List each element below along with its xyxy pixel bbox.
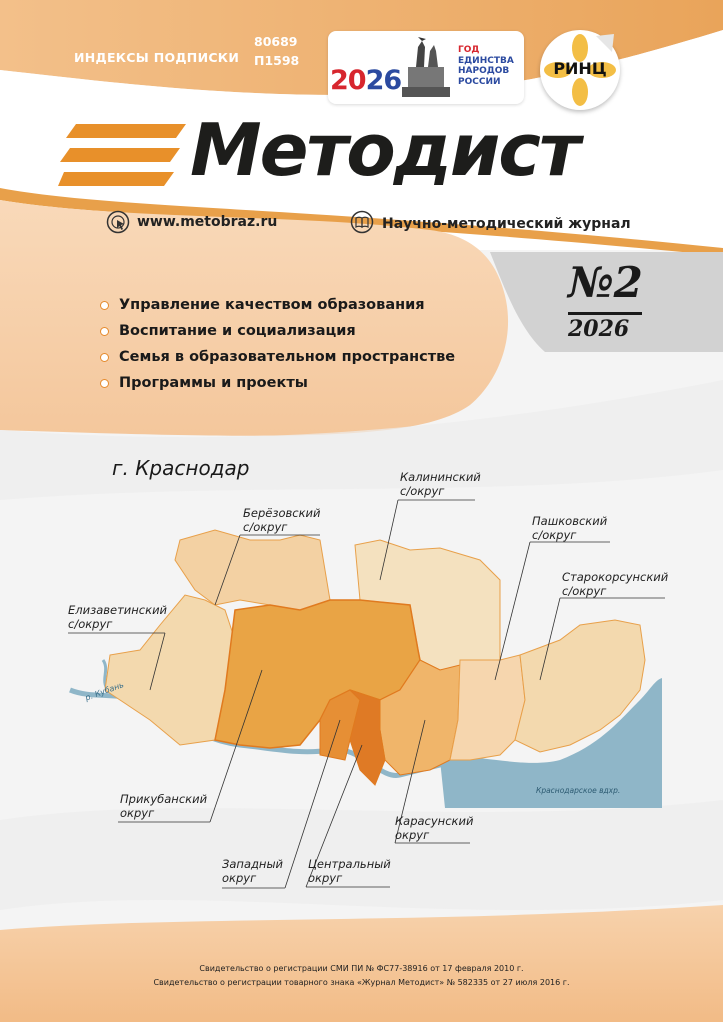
label-zapadny: Западный округ bbox=[222, 857, 284, 885]
registration-line-1: Свидетельство о регистрации СМИ ПИ № ФС77-38916 от 17 февраля 2010 г. bbox=[199, 964, 524, 973]
district-pashkovsky bbox=[450, 655, 525, 760]
label-centralny: Центральный округ bbox=[308, 857, 391, 885]
label-karasunsky: Карасунский округ bbox=[395, 814, 474, 842]
subscription-index-1: 80689 bbox=[254, 34, 298, 49]
registration-line-2: Свидетельство о регистрации товарного знака «Журнал Методист» № 582335 от 27 июля 2016 г. bbox=[153, 978, 570, 987]
label-reservoir: Краснодарское вдхр. bbox=[536, 786, 621, 795]
label-river: р. Кубань bbox=[84, 680, 126, 703]
rinc-label: РИНЦ bbox=[553, 59, 607, 78]
badge-text: ГОД ЕДИНСТВА НАРОДОВ РОССИИ bbox=[458, 45, 514, 87]
issue-number: №2 bbox=[568, 258, 643, 307]
subscription-label: ИНДЕКСЫ ПОДПИСКИ bbox=[74, 50, 240, 65]
label-prikubansky: Прикубанский округ bbox=[120, 792, 208, 820]
topic-item: Программы и проекты bbox=[100, 370, 455, 396]
label-starokorsunsky: Старокорсунский с/округ bbox=[562, 570, 669, 598]
journal-type: Научно-методический журнал bbox=[382, 216, 631, 232]
label-pashkovsky: Пашковский с/округ bbox=[532, 514, 608, 542]
label-berezovsky: Берёзовский с/округ bbox=[243, 506, 321, 534]
website-link[interactable]: www.metobraz.ru bbox=[137, 214, 278, 230]
subscription-index-2: П1598 bbox=[254, 53, 300, 68]
journal-title: Методист bbox=[190, 108, 579, 192]
topic-item: Воспитание и социализация bbox=[100, 318, 455, 344]
badge-year: 2026 bbox=[330, 65, 402, 96]
topic-item: Семья в образовательном пространстве bbox=[100, 344, 455, 370]
topic-item: Управление качеством образования bbox=[100, 292, 455, 318]
map-city-title: г. Краснодар bbox=[112, 456, 250, 480]
issue-year: 2026 bbox=[568, 316, 630, 342]
label-kalininsky: Калининский с/округ bbox=[400, 470, 481, 498]
registration-info bbox=[0, 962, 723, 990]
label-elizavetinsky: Елизаветинский с/округ bbox=[68, 603, 168, 631]
